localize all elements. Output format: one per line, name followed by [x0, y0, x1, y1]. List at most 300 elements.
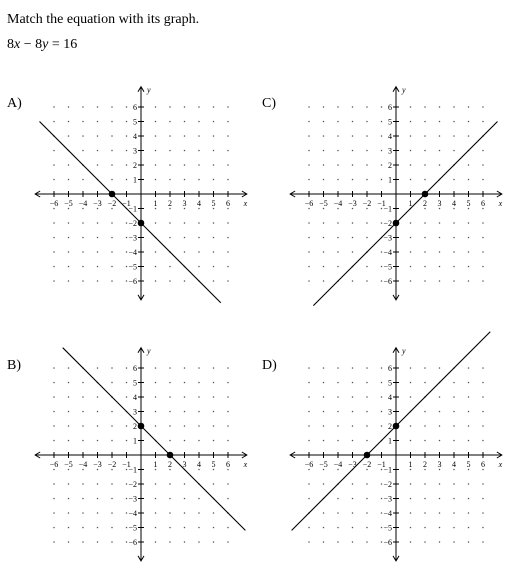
y-tick-label: −4 [128, 509, 137, 518]
grid-dot [308, 498, 310, 500]
grid-dot [111, 280, 113, 282]
grid-dot [337, 367, 339, 369]
grid-dot [453, 440, 455, 442]
grid-dot [308, 179, 310, 181]
grid-dot [97, 411, 99, 413]
grid-dot [53, 382, 55, 384]
grid-dot [439, 106, 441, 108]
grid-dot [155, 280, 157, 282]
grid-dot [323, 251, 325, 253]
grid-dot [82, 237, 84, 239]
grid-dot [381, 135, 383, 137]
option-d-graph [285, 343, 510, 565]
grid-dot [155, 382, 157, 384]
grid-dot [424, 411, 426, 413]
grid-dot [198, 164, 200, 166]
option-a-label[interactable]: A) [7, 96, 22, 111]
grid-dot [352, 367, 354, 369]
grid-dot [453, 135, 455, 137]
grid-dot [439, 440, 441, 442]
y-axis-name: y [402, 85, 406, 95]
grid-dot [381, 121, 383, 123]
option-c-line [313, 122, 497, 306]
grid-dot [337, 411, 339, 413]
grid-dot [169, 164, 171, 166]
grid-dot [424, 425, 426, 427]
grid-dot [111, 179, 113, 181]
grid-dot [468, 483, 470, 485]
grid-dot [352, 541, 354, 543]
y-tick-label: 3 [388, 407, 392, 417]
x-tick-label: 2 [423, 460, 427, 469]
grid-dot [410, 237, 412, 239]
x-tick-label: 1 [153, 199, 158, 208]
grid-dot [198, 367, 200, 369]
grid-dot [155, 251, 157, 253]
grid-dot [453, 512, 455, 514]
grid-dot [308, 106, 310, 108]
x-axis-name: x [243, 199, 248, 208]
grid-dot [468, 367, 470, 369]
grid-dot [410, 425, 412, 427]
option-d-point [393, 423, 400, 430]
y-axis-name: y [147, 85, 151, 95]
grid-dot [482, 382, 484, 384]
grid-dot [68, 512, 70, 514]
grid-dot [82, 135, 84, 137]
grid-dot [482, 498, 484, 500]
x-tick-label: 5 [466, 460, 471, 469]
grid-dot [68, 498, 70, 500]
option-a-graph [30, 82, 255, 304]
grid-dot [424, 527, 426, 529]
grid-dot [352, 527, 354, 529]
grid-dot [111, 106, 113, 108]
grid-dot [155, 411, 157, 413]
grid-dot [337, 121, 339, 123]
grid-dot [213, 440, 215, 442]
grid-dot [453, 237, 455, 239]
grid-dot [453, 280, 455, 282]
grid-dot [82, 440, 84, 442]
grid-dot [410, 440, 412, 442]
x-tick-label: −4 [333, 460, 343, 469]
grid-dot [308, 251, 310, 253]
y-tick-label: −1 [128, 465, 137, 475]
grid-dot [482, 164, 484, 166]
grid-dot [68, 411, 70, 413]
grid-dot [366, 280, 368, 282]
y-tick-label: −4 [383, 509, 392, 518]
grid-dot [169, 280, 171, 282]
grid-dot [482, 237, 484, 239]
grid-dot [111, 237, 113, 239]
grid-dot [227, 251, 229, 253]
grid-dot [53, 266, 55, 268]
grid-dot [468, 179, 470, 181]
grid-dot [169, 425, 171, 427]
grid-dot [53, 367, 55, 369]
grid-dot [169, 541, 171, 543]
grid-dot [410, 222, 412, 224]
grid-dot [352, 135, 354, 137]
x-tick-label: −4 [78, 199, 88, 208]
grid-dot [439, 367, 441, 369]
grid-dot [97, 527, 99, 529]
grid-dot [468, 411, 470, 413]
option-a-line [40, 122, 221, 303]
x-tick-label: 2 [168, 199, 172, 208]
y-tick-label: −3 [128, 494, 137, 504]
x-tick-label: 1 [153, 460, 158, 469]
y-tick-label: −2 [128, 480, 137, 489]
grid-dot [184, 251, 186, 253]
equation-coefficient-y: 8 [35, 37, 43, 52]
grid-dot [424, 498, 426, 500]
x-tick-label: −3 [348, 460, 357, 469]
grid-dot [126, 483, 128, 485]
grid-dot [97, 121, 99, 123]
grid-dot [337, 541, 339, 543]
x-axis-name: x [498, 460, 503, 469]
grid-dot [111, 164, 113, 166]
grid-dot [468, 527, 470, 529]
grid-dot [111, 266, 113, 268]
grid-dot [308, 527, 310, 529]
grid-dot [68, 396, 70, 398]
grid-dot [184, 150, 186, 152]
grid-dot [352, 425, 354, 427]
grid-dot [482, 440, 484, 442]
x-tick-label: −2 [362, 460, 372, 469]
grid-dot [53, 150, 55, 152]
grid-dot [323, 237, 325, 239]
x-tick-label: −1 [377, 460, 386, 469]
grid-dot [97, 512, 99, 514]
grid-dot [468, 425, 470, 427]
grid-dot [337, 527, 339, 529]
grid-dot [424, 483, 426, 485]
grid-dot [308, 280, 310, 282]
grid-dot [453, 541, 455, 543]
equation-operator: − [20, 37, 36, 52]
grid-dot [366, 150, 368, 152]
grid-dot [213, 367, 215, 369]
grid-dot [366, 483, 368, 485]
grid-dot [227, 498, 229, 500]
y-tick-label: 6 [133, 364, 137, 373]
grid-dot [126, 280, 128, 282]
grid-dot [424, 266, 426, 268]
y-tick-label: 2 [388, 161, 392, 170]
grid-dot [213, 222, 215, 224]
y-tick-label: −3 [383, 233, 392, 243]
grid-dot [352, 237, 354, 239]
grid-dot [308, 135, 310, 137]
grid-dot [68, 425, 70, 427]
grid-dot [53, 396, 55, 398]
grid-dot [453, 396, 455, 398]
y-tick-label: −6 [128, 538, 137, 547]
grid-dot [111, 150, 113, 152]
x-tick-label: 1 [408, 460, 413, 469]
grid-dot [482, 150, 484, 152]
grid-dot [352, 440, 354, 442]
grid-dot [198, 135, 200, 137]
option-d-point [364, 452, 371, 459]
grid-dot [126, 251, 128, 253]
grid-dot [184, 396, 186, 398]
grid-dot [410, 483, 412, 485]
grid-dot [53, 222, 55, 224]
option-d-label[interactable]: D) [262, 358, 277, 373]
grid-dot [82, 411, 84, 413]
x-tick-label: −3 [93, 460, 102, 469]
y-tick-label: −2 [383, 219, 392, 228]
grid-dot [53, 121, 55, 123]
grid-dot [337, 106, 339, 108]
grid-dot [184, 483, 186, 485]
grid-dot [111, 367, 113, 369]
grid-dot [82, 396, 84, 398]
grid-dot [424, 512, 426, 514]
grid-dot [97, 367, 99, 369]
grid-dot [111, 411, 113, 413]
grid-dot [482, 411, 484, 413]
y-tick-label: −1 [128, 204, 137, 214]
option-b-point [138, 423, 145, 430]
grid-dot [439, 396, 441, 398]
grid-dot [97, 251, 99, 253]
y-tick-label: −1 [383, 204, 392, 214]
x-axis-name: x [243, 460, 248, 469]
grid-dot [227, 237, 229, 239]
grid-dot [68, 121, 70, 123]
grid-dot [439, 280, 441, 282]
grid-dot [381, 106, 383, 108]
grid-dot [82, 106, 84, 108]
grid-dot [439, 266, 441, 268]
x-tick-label: 3 [437, 460, 442, 469]
x-tick-label: −6 [49, 460, 59, 469]
grid-dot [453, 150, 455, 152]
x-tick-label: −6 [304, 460, 314, 469]
grid-dot [68, 222, 70, 224]
grid-dot [366, 425, 368, 427]
grid-dot [227, 440, 229, 442]
grid-dot [468, 121, 470, 123]
grid-dot [453, 121, 455, 123]
grid-dot [424, 237, 426, 239]
y-tick-label: 4 [388, 393, 392, 402]
grid-dot [381, 512, 383, 514]
grid-dot [468, 106, 470, 108]
grid-dot [82, 121, 84, 123]
grid-dot [337, 266, 339, 268]
grid-dot [337, 164, 339, 166]
grid-dot [155, 135, 157, 137]
grid-dot [323, 135, 325, 137]
grid-dot [381, 527, 383, 529]
grid-dot [111, 483, 113, 485]
x-axis-name: x [498, 199, 503, 208]
x-tick-label: −2 [107, 199, 117, 208]
grid-dot [68, 280, 70, 282]
grid-dot [308, 150, 310, 152]
grid-dot [439, 498, 441, 500]
grid-dot [381, 411, 383, 413]
option-c-point [393, 220, 400, 227]
grid-dot [53, 251, 55, 253]
equation-rhs: = 16 [48, 37, 78, 52]
x-tick-label: −3 [348, 199, 357, 208]
grid-dot [169, 179, 171, 181]
grid-dot [323, 396, 325, 398]
grid-dot [198, 150, 200, 152]
grid-dot [184, 425, 186, 427]
grid-dot [337, 425, 339, 427]
grid-dot [439, 483, 441, 485]
y-tick-label: 1 [388, 436, 392, 446]
x-tick-label: −6 [304, 199, 314, 208]
grid-dot [155, 106, 157, 108]
grid-dot [68, 382, 70, 384]
option-c-label[interactable]: C) [262, 96, 276, 111]
grid-dot [169, 411, 171, 413]
grid-dot [410, 251, 412, 253]
grid-dot [308, 541, 310, 543]
grid-dot [352, 164, 354, 166]
grid-dot [155, 483, 157, 485]
grid-dot [53, 280, 55, 282]
grid-dot [424, 121, 426, 123]
y-tick-label: −4 [383, 248, 392, 257]
grid-dot [97, 135, 99, 137]
grid-dot [53, 411, 55, 413]
x-tick-label: −5 [64, 460, 73, 469]
grid-dot [366, 411, 368, 413]
grid-dot [410, 150, 412, 152]
grid-dot [366, 121, 368, 123]
x-tick-label: 2 [423, 199, 427, 208]
grid-dot [97, 280, 99, 282]
grid-dot [155, 222, 157, 224]
x-tick-label: 6 [226, 460, 230, 469]
grid-dot [68, 237, 70, 239]
grid-dot [68, 527, 70, 529]
y-tick-label: 3 [133, 407, 137, 417]
grid-dot [213, 179, 215, 181]
grid-dot [308, 367, 310, 369]
grid-dot [184, 512, 186, 514]
grid-dot [323, 222, 325, 224]
grid-dot [97, 266, 99, 268]
grid-dot [82, 150, 84, 152]
grid-dot [184, 222, 186, 224]
grid-dot [169, 512, 171, 514]
grid-dot [381, 251, 383, 253]
grid-dot [111, 251, 113, 253]
grid-dot [482, 512, 484, 514]
option-b-label[interactable]: B) [7, 358, 21, 373]
y-tick-label: −5 [128, 262, 137, 272]
grid-dot [111, 498, 113, 500]
grid-dot [453, 527, 455, 529]
grid-dot [111, 440, 113, 442]
grid-dot [126, 367, 128, 369]
grid-dot [308, 121, 310, 123]
y-tick-label: −6 [383, 538, 392, 547]
x-tick-label: 4 [452, 460, 456, 469]
grid-dot [111, 527, 113, 529]
grid-dot [352, 222, 354, 224]
grid-dot [381, 396, 383, 398]
grid-dot [323, 280, 325, 282]
option-b-line [63, 348, 246, 531]
grid-dot [366, 396, 368, 398]
grid-dot [410, 266, 412, 268]
grid-dot [468, 266, 470, 268]
grid-dot [453, 382, 455, 384]
grid-dot [184, 541, 186, 543]
equation [7, 37, 77, 53]
question-prompt: Match the equation with its graph. [7, 12, 200, 27]
grid-dot [169, 396, 171, 398]
grid-dot [82, 512, 84, 514]
grid-dot [68, 179, 70, 181]
grid-dot [323, 179, 325, 181]
grid-dot [82, 425, 84, 427]
grid-dot [68, 367, 70, 369]
grid-dot [366, 164, 368, 166]
grid-dot [198, 512, 200, 514]
grid-dot [424, 367, 426, 369]
grid-dot [366, 512, 368, 514]
grid-dot [213, 541, 215, 543]
grid-dot [227, 425, 229, 427]
grid-dot [482, 367, 484, 369]
grid-dot [184, 179, 186, 181]
grid-dot [453, 498, 455, 500]
grid-dot [169, 483, 171, 485]
y-tick-label: −3 [383, 494, 392, 504]
grid-dot [424, 280, 426, 282]
y-axis-name: y [147, 346, 151, 356]
grid-dot [82, 251, 84, 253]
grid-dot [184, 440, 186, 442]
x-tick-label: 6 [226, 199, 230, 208]
grid-dot [155, 150, 157, 152]
y-tick-label: −4 [128, 248, 137, 257]
grid-dot [352, 483, 354, 485]
grid-dot [126, 498, 128, 500]
grid-dot [169, 237, 171, 239]
y-tick-label: 5 [133, 378, 137, 388]
x-tick-label: −1 [122, 460, 131, 469]
grid-dot [126, 135, 128, 137]
grid-dot [439, 150, 441, 152]
x-tick-label: 6 [481, 460, 485, 469]
x-tick-label: 6 [481, 199, 485, 208]
grid-dot [227, 411, 229, 413]
grid-dot [169, 150, 171, 152]
grid-dot [169, 135, 171, 137]
y-tick-label: 3 [133, 146, 137, 156]
grid-dot [366, 237, 368, 239]
x-tick-label: 3 [182, 460, 187, 469]
x-tick-label: −1 [377, 199, 386, 208]
grid-dot [227, 382, 229, 384]
